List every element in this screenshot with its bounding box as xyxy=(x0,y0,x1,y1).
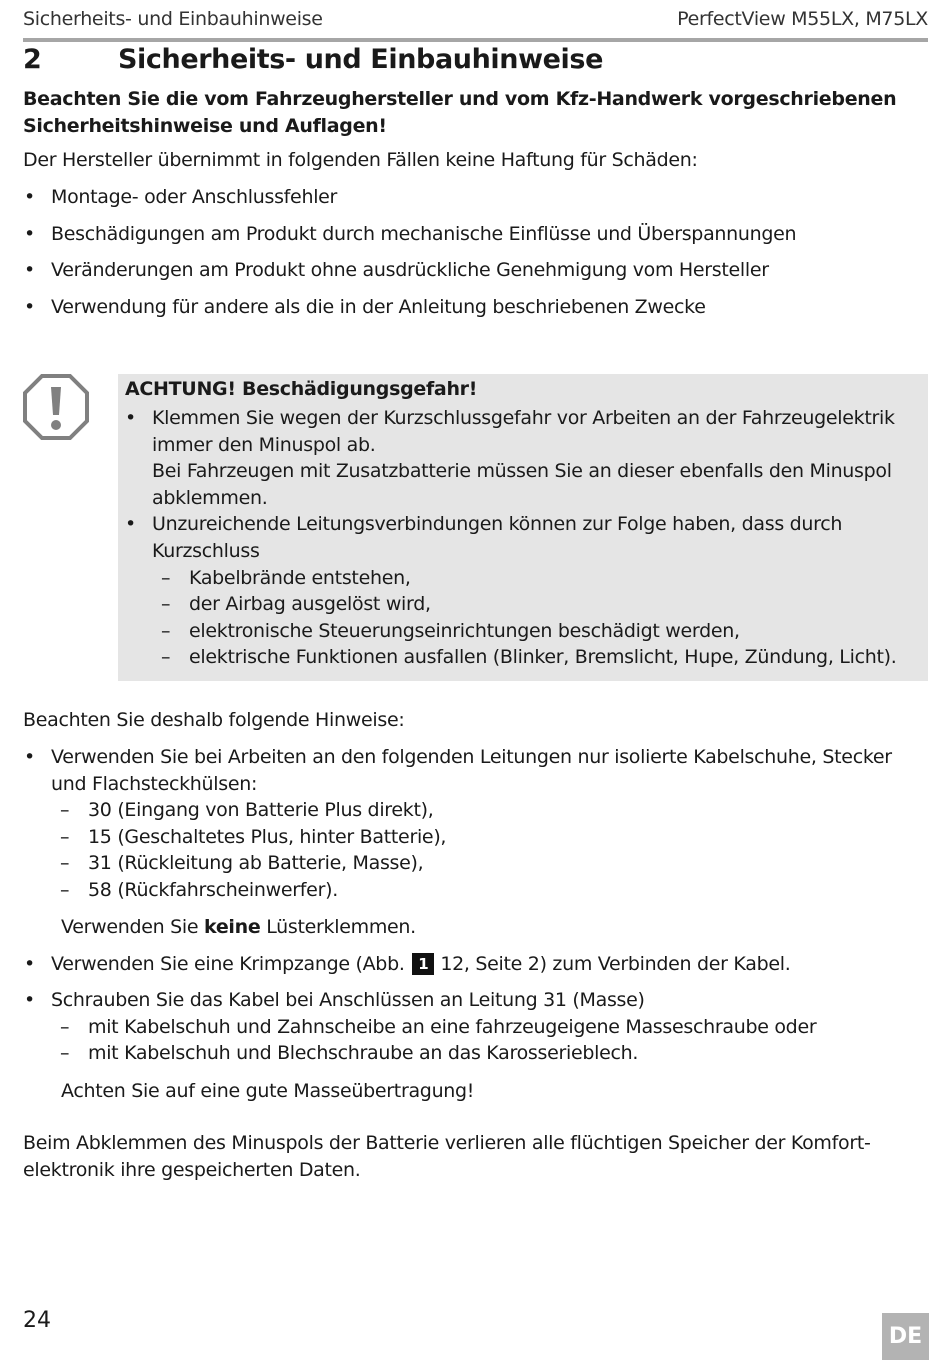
note-emphasis: keine xyxy=(204,916,261,938)
sub-note xyxy=(51,914,928,941)
sub-item: – Kabelbrände entstehen, xyxy=(152,565,924,592)
list-item-text: • Schrauben Sie das Kabel bei Anschlüssen an Leitung 31 (Masse) xyxy=(51,989,645,1011)
list-item-text: 12, Seite 2) zum Verbinden der Kabel. xyxy=(440,952,791,975)
notes-lead: Beachten Sie deshalb folgende Hinweise: xyxy=(23,709,405,731)
sub-item: – 58 (Rückfahrscheinwerfer). xyxy=(51,877,928,904)
sub-item: – 15 (Geschaltetes Plus, hinter Batterie), xyxy=(51,824,928,851)
sub-item: – mit Kabelschuh und Zahnscheibe an eine fahrzeugeigene Masseschraube oder xyxy=(51,1014,928,1041)
list-item-text: Verwenden Sie eine Krimpzange (Abb. xyxy=(51,952,405,975)
warning-item-text: • Klemmen Sie wegen der Kurzschlussgefahr vor Arbeiten an der Fahrzeugelektrik immer den Minuspol ab. xyxy=(152,407,895,456)
warning-item-text: Bei Fahrzeugen mit Zusatzbatterie müssen Sie an dieser ebenfalls den Minuspol abklemmen. xyxy=(152,460,892,509)
list-item-text: • Verwenden Sie bei Arbeiten an den folgenden Leitungen nur isolierte Kabelschuhe, Stecker und Flachsteckhülsen: xyxy=(51,746,892,795)
running-header-right: PerfectView M55LX, M75LX xyxy=(677,8,928,30)
sub-item: – elektronische Steuerungseinrichtungen beschädigt werden, xyxy=(152,618,924,645)
list-item xyxy=(23,987,928,1104)
note-text: Lüsterklemmen. xyxy=(266,916,416,938)
language-badge: DE xyxy=(882,1313,929,1360)
intro-bold-text: Beachten Sie die vom Fahrzeughersteller und vom Kfz-Handwerk vorgeschriebenen Sicherheitshinweise und Auflagen! xyxy=(23,88,897,137)
liability-lead: Der Hersteller übernimmt in folgenden Fällen keine Haftung für Schäden: xyxy=(23,149,698,171)
final-line: elektronik ihre gespeicherten Daten. xyxy=(23,1158,361,1181)
sub-item: – mit Kabelschuh und Blechschraube an das Karosserieblech. xyxy=(51,1040,928,1067)
list-item: • Verwendung für andere als die in der Anleitung beschriebenen Zwecke xyxy=(23,294,928,321)
warning-item xyxy=(124,405,924,511)
ground-sublist xyxy=(51,1014,928,1067)
section-title: Sicherheits- und Einbauhinweise xyxy=(118,44,603,75)
list-item xyxy=(23,744,928,941)
list-item: • Montage- oder Anschlussfehler xyxy=(23,184,928,211)
final-line: Beim Abklemmen des Minuspols der Batterie verlieren alle flüchtigen Speicher der Komfort- xyxy=(23,1132,871,1154)
exclamation-octagon-icon xyxy=(22,373,90,441)
page-number: 24 xyxy=(23,1308,51,1333)
list-item: • Veränderungen am Produkt ohne ausdrückliche Genehmigung vom Hersteller xyxy=(23,257,928,284)
cable-sublist xyxy=(23,797,928,903)
warning-sublist xyxy=(152,565,924,671)
running-header-left: Sicherheits- und Einbauhinweise xyxy=(23,8,323,30)
sub-item: – der Airbag ausgelöst wird, xyxy=(152,591,924,618)
warning-item xyxy=(124,511,924,671)
list-item xyxy=(23,951,928,978)
figure-reference-badge: 1 xyxy=(412,953,434,975)
sub-note: Achten Sie auf eine gute Masseübertragung! xyxy=(61,1079,475,1102)
list-item: • Beschädigungen am Produkt durch mechanische Einflüsse und Überspannungen xyxy=(23,221,928,248)
note-text: Verwenden Sie xyxy=(61,916,199,938)
section-number: 2 xyxy=(23,44,42,75)
sub-item: – elektrische Funktionen ausfallen (Blinker, Bremslicht, Hupe, Zündung, Licht). xyxy=(152,644,924,671)
sub-item: – 30 (Eingang von Batterie Plus direkt), xyxy=(51,797,928,824)
liability-list xyxy=(23,184,928,320)
sub-item: – 31 (Rückleitung ab Batterie, Masse), xyxy=(51,850,928,877)
notes-list xyxy=(23,744,928,1104)
header-rule xyxy=(23,38,928,42)
warning-item-text: • Unzureichende Leitungsverbindungen können zur Folge haben, dass durch Kurzschluss xyxy=(152,513,843,562)
warning-title: ACHTUNG! Beschädigungsgefahr! xyxy=(125,378,478,400)
final-paragraph xyxy=(23,1130,928,1183)
warning-list xyxy=(124,405,924,671)
